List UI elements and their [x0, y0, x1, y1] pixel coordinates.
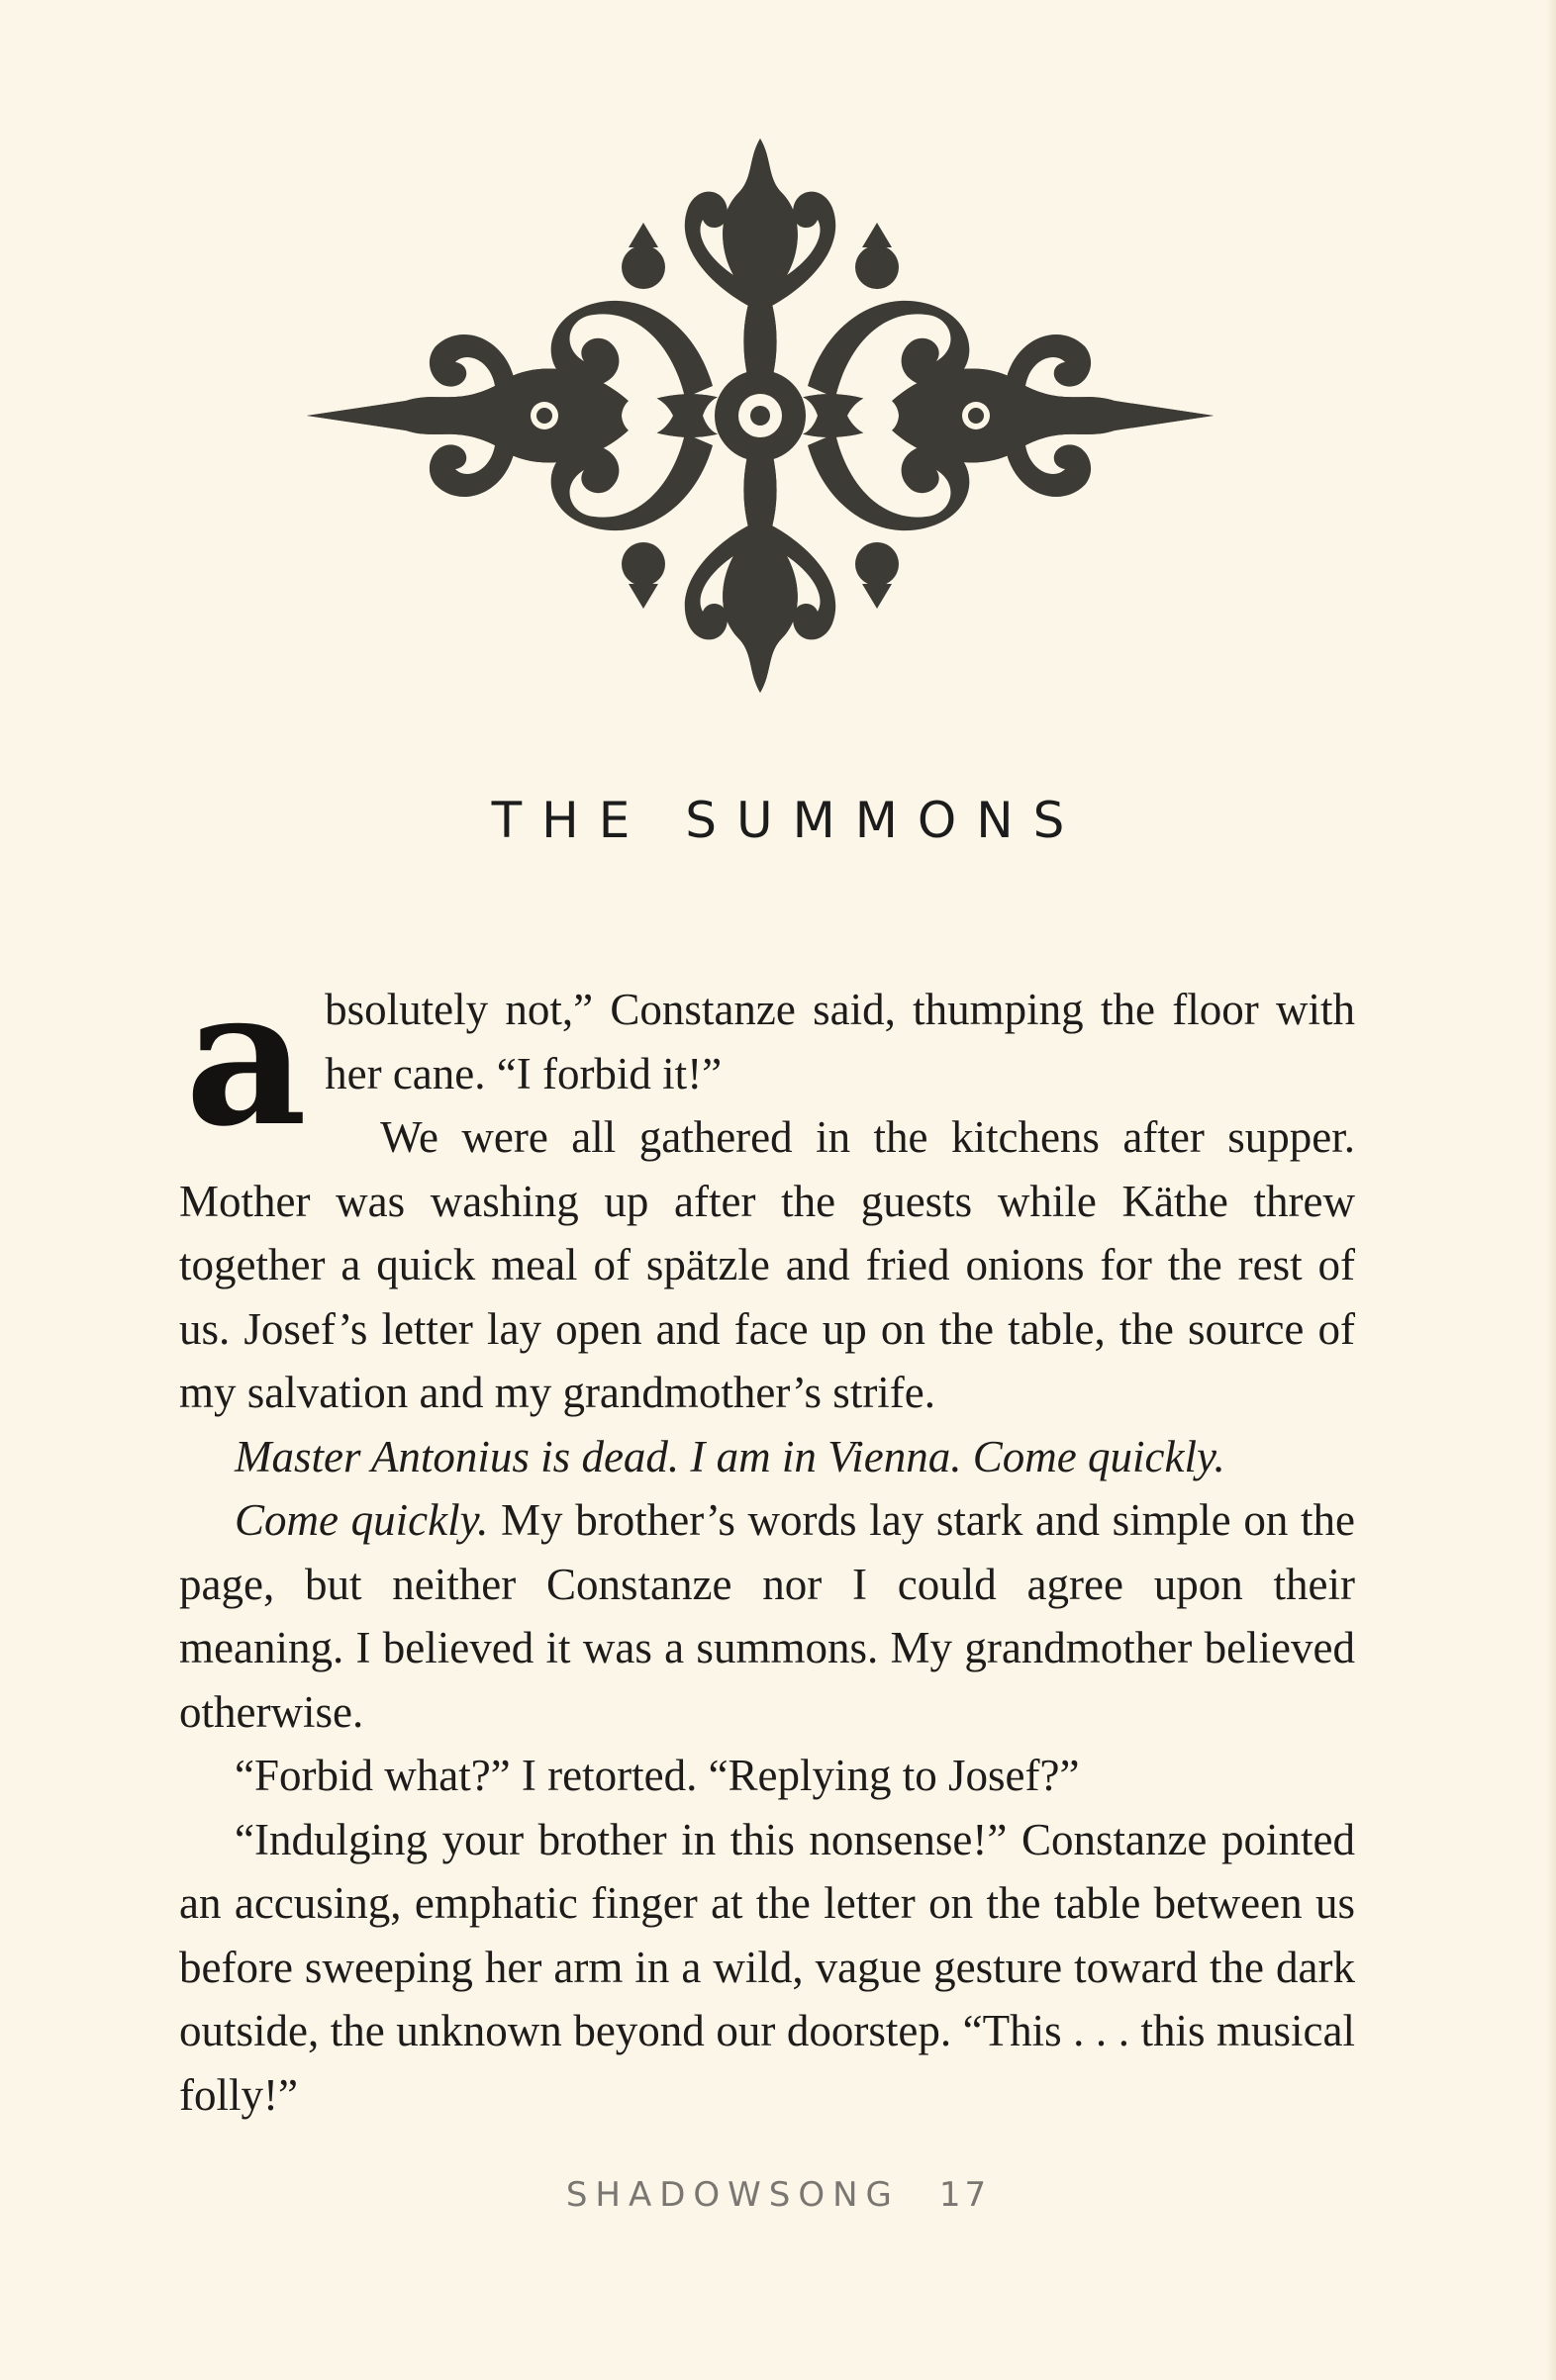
italic-text: Come quickly.	[235, 1495, 489, 1545]
paragraph-text: bsolutely not,” Constanze said, thumping the floor with her cane. “I forbid it!”	[325, 985, 1355, 1098]
paragraph-text: My brother’s words lay stark and simple on the page, but neither Constanze nor I could agree upon their meaning. I believed it was a summons. My grandmother believed otherwise.	[179, 1495, 1355, 1737]
paragraph	[179, 947, 1355, 1425]
italic-text: Master Antonius is dead. I am in Vienna. Come quickly.	[235, 1431, 1225, 1481]
paragraph	[179, 1744, 1355, 1808]
drop-cap: a	[185, 947, 308, 1168]
page-footer	[0, 2175, 1556, 2215]
paragraph	[179, 1488, 1355, 1744]
paragraph-text: “Forbid what?” I retorted. “Replying to Josef?”	[235, 1751, 1080, 1800]
running-title: SHADOWSONG	[565, 2175, 900, 2215]
paragraph-text: We were all gathered in the kitchens after supper. Mother was washing up after the guests while Käthe threw together a quick meal of spätzle and fried onions for the rest of us. Josef’s letter lay open and face up on the table, the source of my salvation and my grandmother’s strife.	[179, 1112, 1355, 1417]
paragraph	[179, 1425, 1355, 1489]
page-edge	[1546, 0, 1556, 2380]
baroque-scroll-ornament-icon	[293, 139, 1227, 693]
page-number: 17	[938, 2175, 991, 2215]
paragraph-text: “Indulging your brother in this nonsense!” Constanze pointed an accusing, emphatic finger at the letter on the table between us before sweeping her arm in a wild, vague gesture toward the dark outside, the unknown beyond our doorstep. “This . . . this musical folly!”	[179, 1814, 1355, 2120]
body-text	[179, 947, 1355, 2127]
chapter-title: THE SUMMONS	[491, 792, 1085, 849]
paragraph	[179, 1808, 1355, 2128]
